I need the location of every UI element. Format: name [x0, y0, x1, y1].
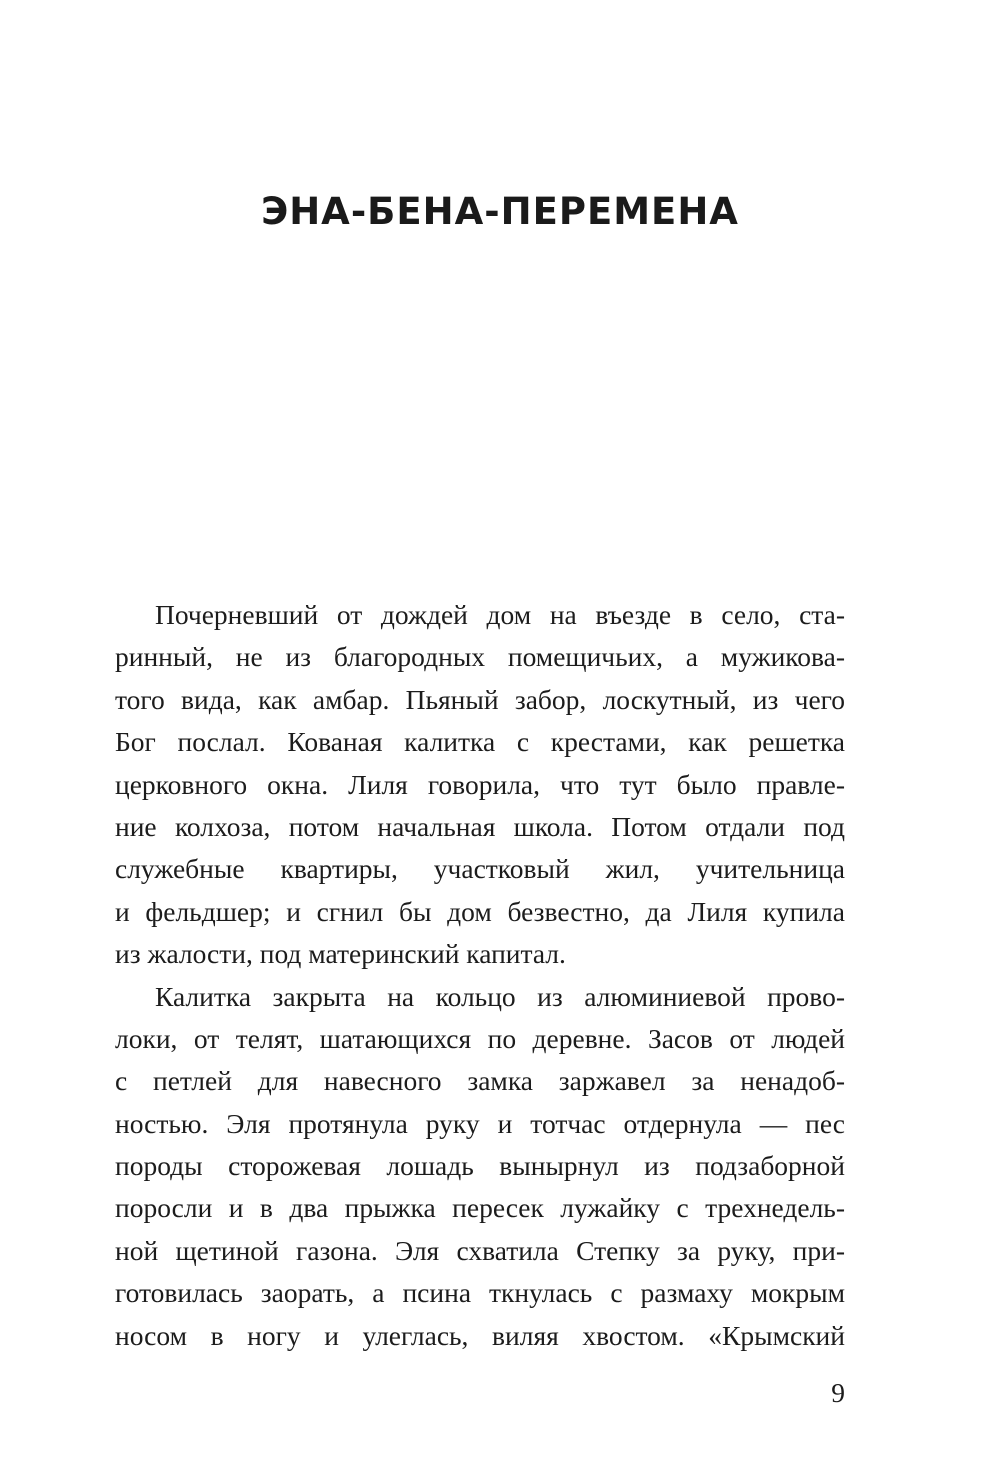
- text-line: служебные квартиры, участковый жил, учительница: [115, 853, 845, 885]
- page-number: 9: [831, 1377, 845, 1408]
- text-line: ние колхоза, потом начальная школа. Потом отдали под: [115, 810, 845, 842]
- text-line: готовилась заорать, а псина ткнулась с размаху мокрым: [115, 1277, 845, 1309]
- paragraph: [115, 976, 845, 1358]
- paragraph: [115, 594, 845, 976]
- text-line: с петлей для навесного замка заржавел за ненадоб-: [115, 1065, 845, 1097]
- text-line: породы сторожевая лошадь вынырнул из подзаборной: [115, 1150, 845, 1182]
- text-line: ринный, не из благородных помещичьих, а мужикова-: [115, 641, 845, 673]
- body-text: [115, 594, 845, 1357]
- text-line: ностью. Эля протянула руку и тотчас отдернула — пес: [115, 1107, 845, 1139]
- text-line: из жалости, под материнский капитал.: [115, 938, 566, 970]
- text-line: Бог послал. Кованая калитка с крестами, как решетка: [115, 726, 845, 758]
- text-line: ной щетиной газона. Эля схватила Степку за руку, при-: [115, 1234, 845, 1266]
- text-line: Калитка закрыта на кольцо из алюминиевой прово-: [155, 980, 845, 1012]
- text-line: локи, от телят, шатающихся по деревне. Засов от людей: [115, 1022, 845, 1054]
- text-line: поросли и в два прыжка пересек лужайку с трехнедель-: [115, 1192, 845, 1224]
- text-line: Почерневший от дождей дом на въезде в село, ста-: [155, 599, 845, 630]
- text-line: и фельдшер; и сгнил бы дом безвестно, да Лиля купила: [115, 895, 845, 927]
- text-line: церковного окна. Лиля говорила, что тут было правле-: [115, 768, 845, 800]
- text-line: того вида, как амбар. Пьяный забор, лоскутный, из чего: [115, 683, 845, 715]
- text-line: носом в ногу и улеглась, виляя хвостом. «Крымский: [115, 1319, 845, 1351]
- chapter-title: ЭНА-БЕНА-ПЕРЕМЕНА: [261, 190, 739, 233]
